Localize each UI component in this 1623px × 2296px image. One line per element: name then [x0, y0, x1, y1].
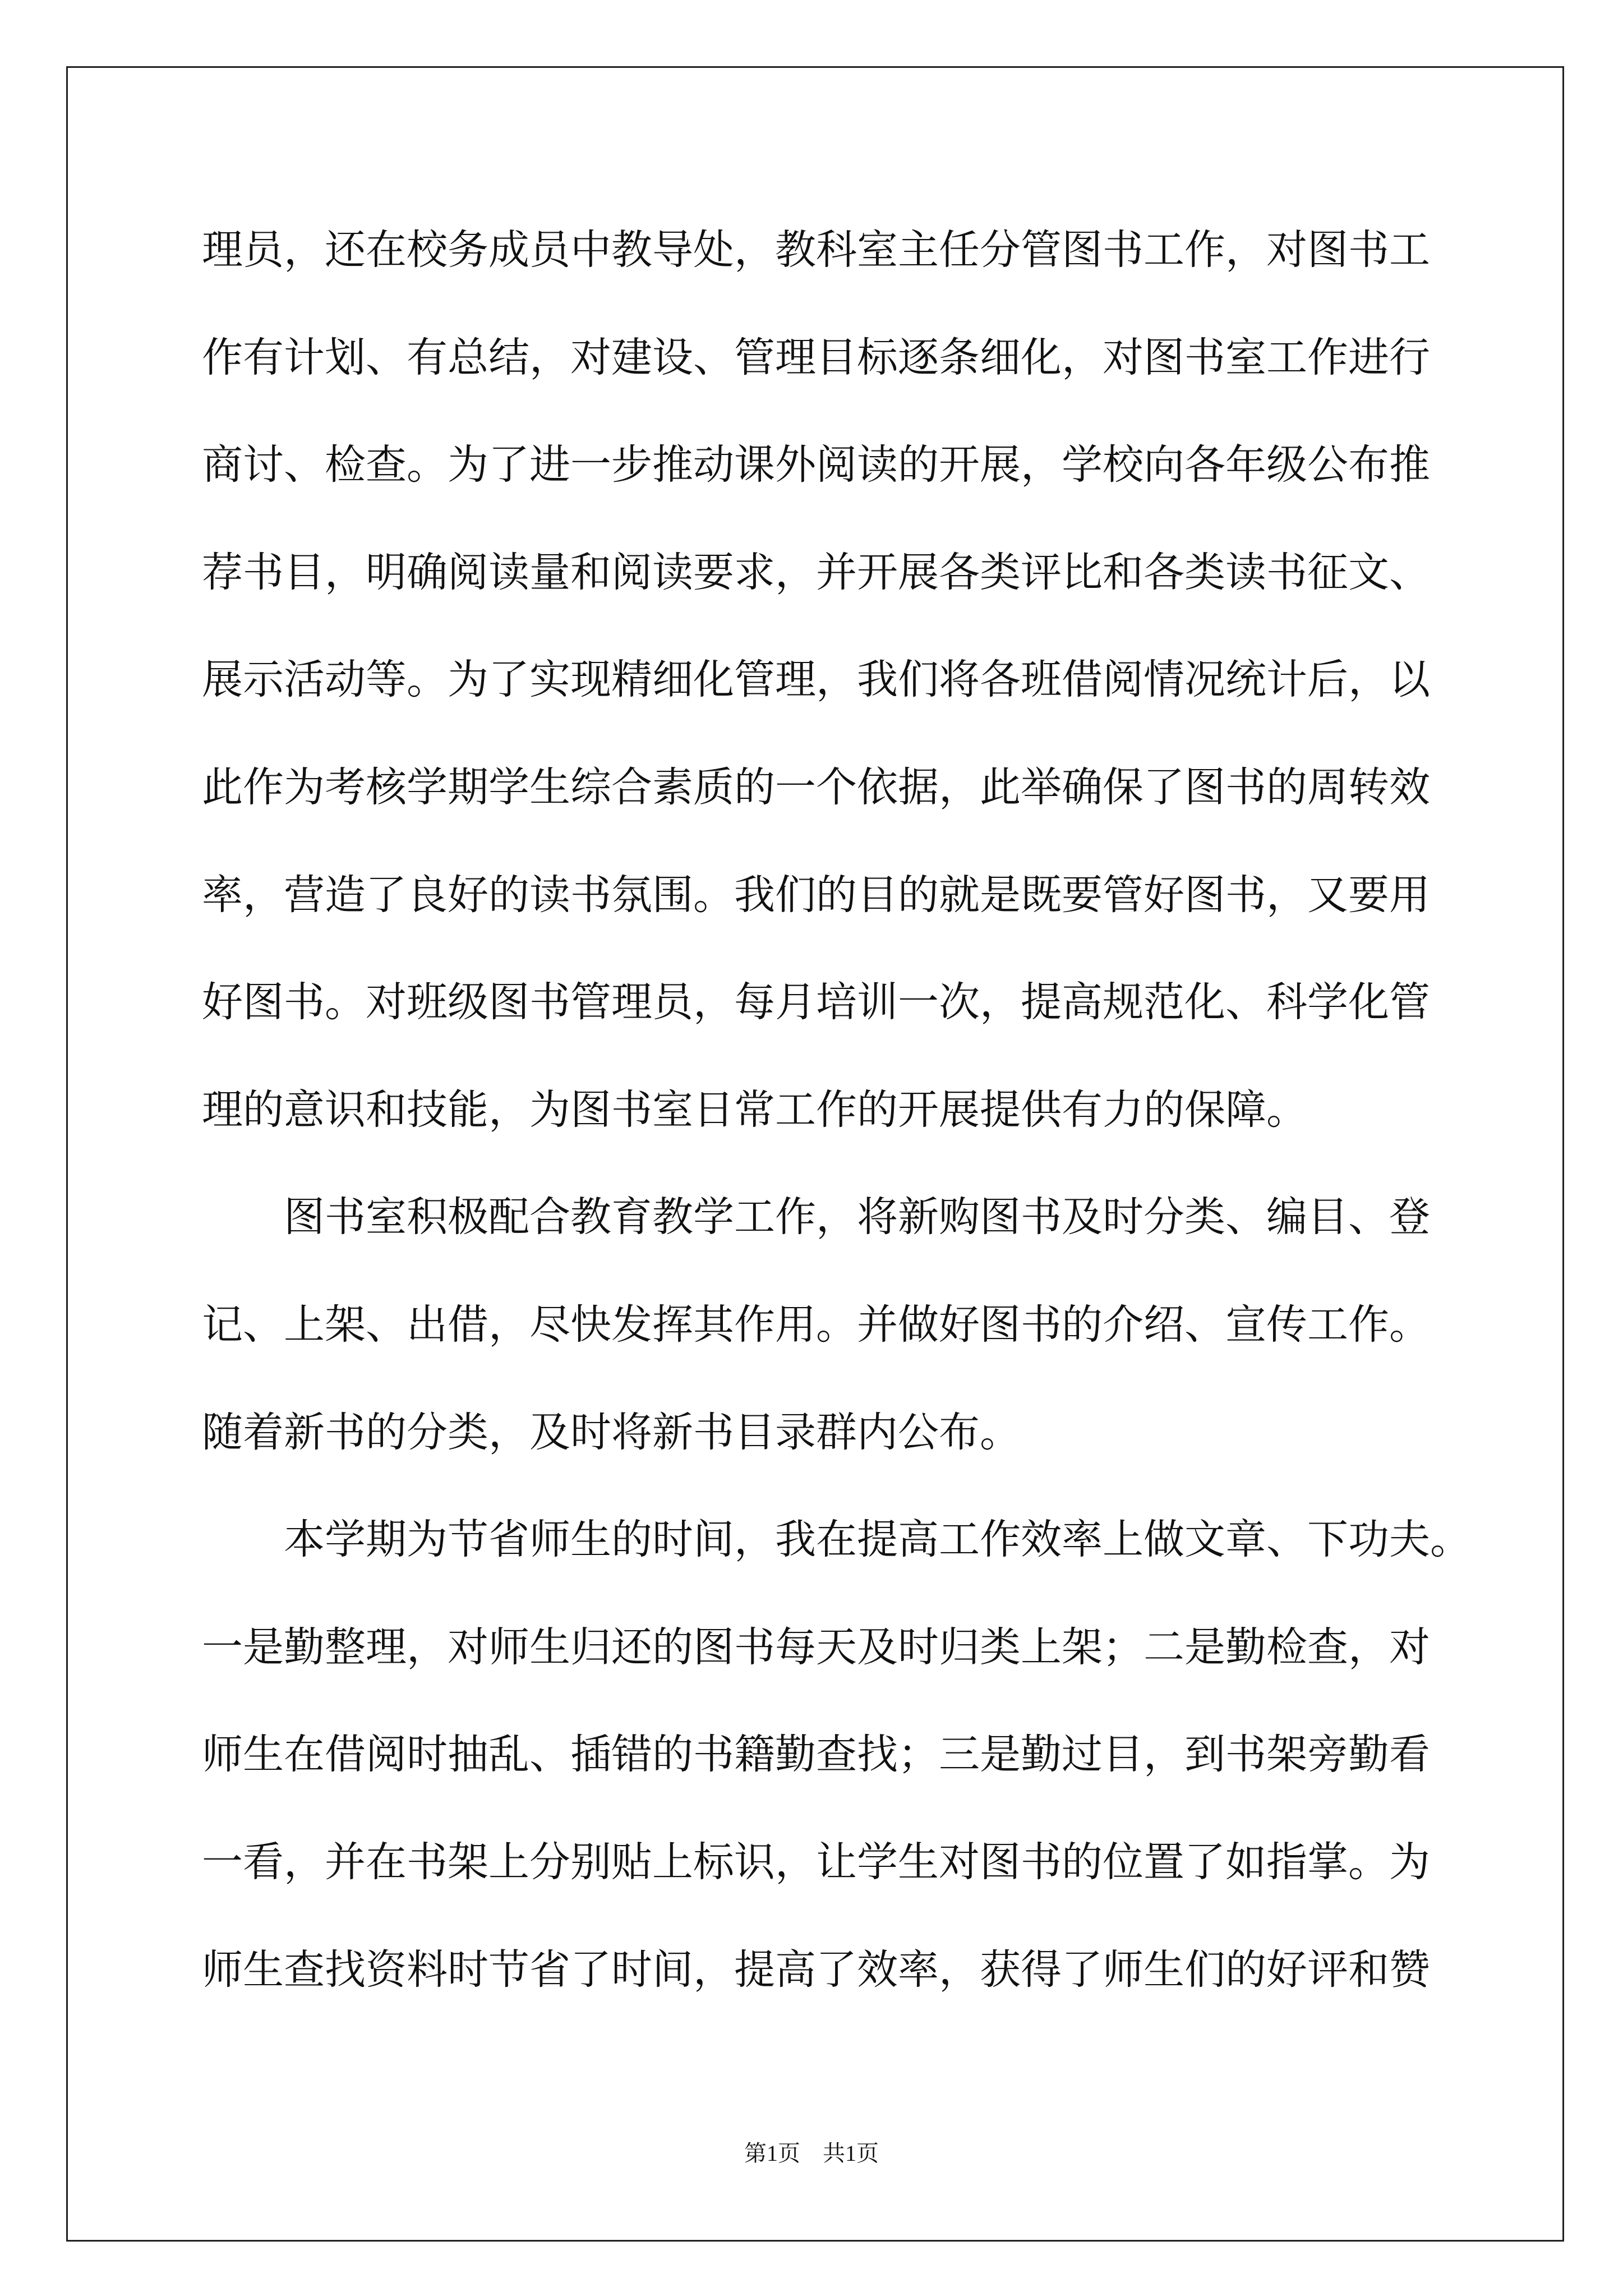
- text-line: 理的意识和技能，为图书室日常工作的开展提供有力的保障。: [202, 1085, 1307, 1134]
- text-line: 荐书目，明确阅读量和阅读要求，并开展各类评比和各类读书征文、: [202, 548, 1430, 596]
- text-line: 展示活动等。为了实现精细化管理，我们将各班借阅情况统计后，以: [202, 656, 1430, 704]
- text-line: 记、上架、出借，尽快发挥其作用。并做好图书的介绍、宣传工作。: [202, 1300, 1430, 1349]
- text-line: 好图书。对班级图书管理员，每月培训一次，提高规范化、科学化管: [202, 978, 1430, 1027]
- paragraph: [202, 1163, 1492, 1486]
- text-line: 作有计划、有总结，对建设、管理目标逐条细化，对图书室工作进行: [202, 333, 1430, 381]
- text-line: 师生在借阅时抽乱、插错的书籍勤查找；三是勤过目，到书架旁勤看: [202, 1731, 1430, 1779]
- paragraph: [202, 1486, 1492, 2023]
- page-footer: [0, 2140, 1623, 2167]
- text-line: 理员，还在校务成员中教导处，教科室主任分管图书工作，对图书工: [202, 226, 1430, 274]
- page-total: 共1页: [823, 2141, 879, 2166]
- text-line: 商讨、检查。为了进一步推动课外阅读的开展，学校向各年级公布推: [202, 441, 1430, 489]
- text-line: 一是勤整理，对师生归还的图书每天及时归类上架；二是勤检查，对: [202, 1623, 1430, 1671]
- text-line: 图书室积极配合教育教学工作，将新购图书及时分类、编目、登: [284, 1193, 1430, 1241]
- text-line: 此作为考核学期学生综合素质的一个依据，此举确保了图书的周转效: [202, 763, 1430, 811]
- text-line: 师生查找资料时节省了时间，提高了效率，获得了师生们的好评和赞: [202, 1945, 1430, 1994]
- document-body: [202, 196, 1492, 2023]
- text-line: 一看，并在书架上分别贴上标识，让学生对图书的位置了如指掌。为: [202, 1838, 1430, 1886]
- text-line: 本学期为节省师生的时间，我在提高工作效率上做文章、下功夫。: [284, 1516, 1471, 1564]
- text-line: 随着新书的分类，及时将新书目录群内公布。: [202, 1408, 1021, 1456]
- text-line: 率，营造了良好的读书氛围。我们的目的就是既要管好图书，又要用: [202, 871, 1430, 919]
- page-number: 第1页: [744, 2141, 800, 2166]
- paragraph: [202, 196, 1492, 1163]
